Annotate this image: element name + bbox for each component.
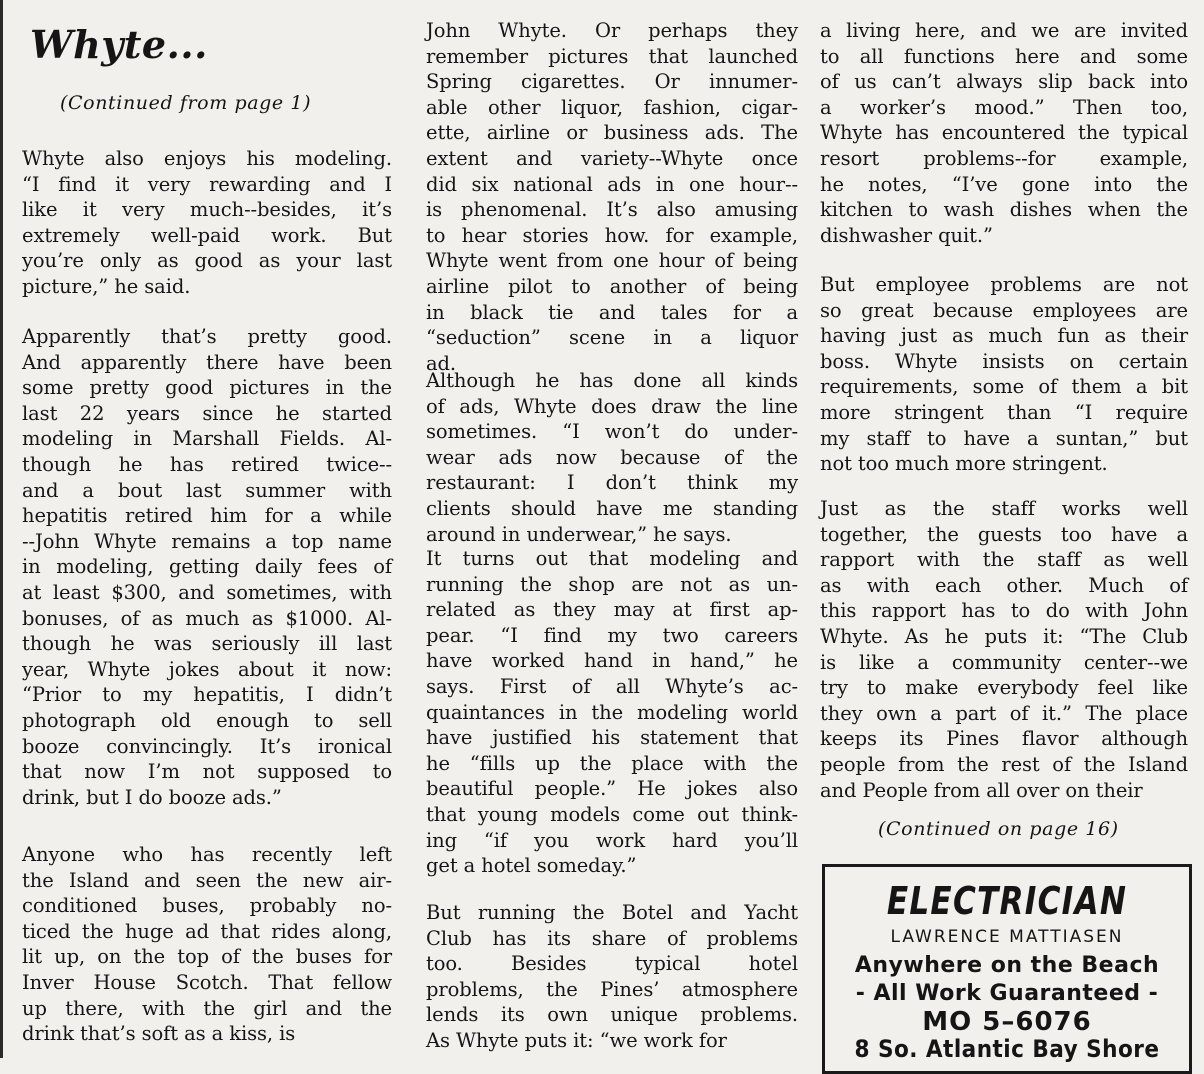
text-line: in black tie and tales for a <box>426 300 798 324</box>
text-line: Inver House Scotch. That fellow <box>22 970 392 994</box>
text-line: conditioned buses, probably no- <box>22 894 392 918</box>
text-line: up there, with the girl and the <box>22 996 392 1020</box>
text-line: more stringent than “I require <box>820 400 1188 424</box>
text-line: my staff to have a suntan,” but <box>820 426 1188 450</box>
text-line: to all functions here and some <box>820 44 1188 68</box>
text-line: and People from all over on their <box>820 778 1143 802</box>
text-line: Anyone who has recently left <box>22 843 392 866</box>
text-line: people from the rest of the Island <box>820 752 1188 776</box>
text-line: remember pictures that launched <box>426 44 798 68</box>
text-line: As Whyte puts it: “we work for <box>426 1028 727 1052</box>
paragraph <box>820 18 1188 248</box>
text-line: bonuses, of as much as $1000. Al- <box>22 606 392 630</box>
text-line: pear. “I find my two careers <box>426 623 798 647</box>
text-line: have justified his statement that <box>426 726 798 750</box>
text-line: too. Besides typical hotel <box>426 952 798 976</box>
text-line: you’re only as good as your last <box>22 249 392 273</box>
text-line: Whyte has encountered the typical <box>820 121 1188 145</box>
text-line: Just as the staff works well <box>820 497 1188 520</box>
text-line: to hear stories how. for example, <box>426 223 798 247</box>
text-line: not too much more stringent. <box>820 452 1108 476</box>
text-line: rapport with the staff as well <box>820 548 1188 572</box>
text-line: “I find it very rewarding and I <box>22 172 392 196</box>
text-line: But employee problems are not <box>820 273 1188 296</box>
text-line: able other liquor, fashion, cigar- <box>426 95 798 119</box>
text-line: ticed the huge ad that rides along, <box>22 919 392 943</box>
text-line: is phenomenal. It’s also amusing <box>426 198 798 222</box>
text-line: having just as much fun as their <box>820 324 1188 348</box>
text-line: Whyte went from one hour of being <box>426 249 798 273</box>
text-line: says. First of all Whyte’s ac- <box>426 674 798 698</box>
text-line: a worker’s mood.” Then too, <box>820 95 1188 119</box>
text-line: “Prior to my hepatitis, I didn’t <box>22 683 392 707</box>
text-line: in modeling, getting daily fees of <box>22 555 392 579</box>
text-line: of ads, Whyte does draw the line <box>426 394 798 418</box>
text-line: boss. Whyte insists on certain <box>820 349 1188 373</box>
ad-name: LAWRENCE MATTIASEN <box>890 927 1124 947</box>
text-line: modeling in Marshall Fields. Al- <box>22 427 392 451</box>
text-line: clients should have me standing <box>426 496 798 520</box>
text-line: lends its own unique problems. <box>426 1003 798 1027</box>
text-line: like it very much--besides, it’s <box>22 198 392 222</box>
text-line: year, Whyte jokes about it now: <box>22 657 392 681</box>
paragraph <box>426 900 798 1054</box>
text-line: photograph old enough to sell <box>22 708 392 732</box>
paragraph <box>22 324 392 810</box>
text-line: at least $300, and sometimes, with <box>22 580 392 604</box>
text-line: that now I’m not supposed to <box>22 760 392 784</box>
text-line: is like a community center--we <box>820 650 1188 674</box>
text-line: last 22 years since he started <box>22 401 392 425</box>
text-line: kitchen to wash dishes when the <box>820 198 1188 222</box>
text-line: sometimes. “I won’t do under- <box>426 420 798 444</box>
text-line: he “fills up the place with the <box>426 751 798 775</box>
text-line: Apparently that’s pretty good. <box>22 325 392 348</box>
text-line: drink that’s soft as a kiss, is <box>22 1022 296 1046</box>
text-line: a living here, and we are invited <box>820 19 1188 42</box>
text-line: try to make everybody feel like <box>820 676 1188 700</box>
paragraph <box>22 146 392 300</box>
ad-phone: MO 5–6076 <box>922 1007 1092 1037</box>
ad-address: 8 So. Atlantic Bay Shore <box>854 1035 1160 1063</box>
text-line: he notes, “I’ve gone into the <box>820 172 1188 196</box>
text-line: quaintances in the modeling world <box>426 700 798 724</box>
text-line: resort problems--for example, <box>820 146 1188 170</box>
text-line: restaurant: I don’t think my <box>426 471 798 495</box>
column-rule <box>0 0 3 1058</box>
text-line: running the shop are not as un- <box>426 572 798 596</box>
electrician-advertisement <box>822 864 1192 1074</box>
text-line: get a hotel someday.” <box>426 854 637 878</box>
text-line: Although he has done all kinds <box>426 369 798 392</box>
text-line: extremely well-paid work. But <box>22 223 392 247</box>
ad-title: ELECTRICIAN <box>886 879 1128 923</box>
text-line: Club has its share of problems <box>426 926 798 950</box>
text-line: that young models come out think- <box>426 802 798 826</box>
text-line: problems, the Pines’ atmosphere <box>426 977 798 1001</box>
text-line: related as they may at first ap- <box>426 598 798 622</box>
text-line: together, the guests too have a <box>820 522 1188 546</box>
text-line: of us can’t always slip back into <box>820 70 1188 94</box>
text-line: and a bout last summer with <box>22 478 392 502</box>
text-line: But running the Botel and Yacht <box>426 901 798 924</box>
text-line: as with each other. Much of <box>820 573 1188 597</box>
text-line: It turns out that modeling and <box>426 547 798 570</box>
text-line: ette, airline or business ads. The <box>426 121 798 145</box>
continued-from: (Continued from page 1) <box>60 92 312 114</box>
text-line: the Island and seen the new air- <box>22 868 392 892</box>
text-line: so great because employees are <box>820 298 1188 322</box>
text-line: some pretty good pictures in the <box>22 376 392 400</box>
text-line: extent and variety--Whyte once <box>426 146 798 170</box>
text-line: Spring cigarettes. Or innumer- <box>426 70 798 94</box>
text-line: And apparently there have been <box>22 350 392 374</box>
text-line: picture,” he said. <box>22 274 191 298</box>
headline: Whyte... <box>30 22 208 67</box>
text-line: keeps its Pines flavor although <box>820 727 1188 751</box>
text-line: beautiful people.” He jokes also <box>426 777 798 801</box>
text-line: booze convincingly. It’s ironical <box>22 734 392 758</box>
text-line: requirements, some of them a bit <box>820 375 1188 399</box>
paragraph <box>820 272 1188 477</box>
paragraph <box>22 842 392 1047</box>
text-line: airline pilot to another of being <box>426 274 798 298</box>
paragraph <box>820 496 1188 803</box>
text-line: Whyte. As he puts it: “The Club <box>820 624 1188 648</box>
text-line: they own a part of it.” The place <box>820 701 1188 725</box>
text-line: --John Whyte remains a top name <box>22 529 392 553</box>
text-line: John Whyte. Or perhaps they <box>426 19 798 42</box>
text-line: ing “if you work hard you’ll <box>426 828 798 852</box>
text-line: “seduction” scene in a liquor <box>426 326 798 350</box>
continued-on: (Continued on page 16) <box>878 818 1119 840</box>
text-line: around in underwear,” he says. <box>426 522 732 546</box>
text-line: though he was seriously ill last <box>22 632 392 656</box>
ad-line-2: - All Work Guaranteed - <box>855 981 1159 1006</box>
text-line: did six national ads in one hour-- <box>426 172 798 196</box>
paragraph <box>426 18 798 376</box>
text-line: Whyte also enjoys his modeling. <box>22 147 392 170</box>
text-line: have worked hand in hand,” he <box>426 649 798 673</box>
ad-line-1: Anywhere on the Beach <box>854 953 1160 978</box>
paragraph <box>426 546 798 879</box>
text-line: this rapport has to do with John <box>820 599 1188 623</box>
text-line: drink, but I do booze ads.” <box>22 785 282 809</box>
text-line: wear ads now because of the <box>426 445 798 469</box>
text-line: ad. <box>426 351 457 375</box>
text-line: hepatitis retired him for a while <box>22 504 392 528</box>
text-line: though he has retired twice-- <box>22 452 392 476</box>
paragraph <box>426 368 798 547</box>
text-line: lit up, on the top of the buses for <box>22 945 392 969</box>
text-line: dishwasher quit.” <box>820 223 993 247</box>
